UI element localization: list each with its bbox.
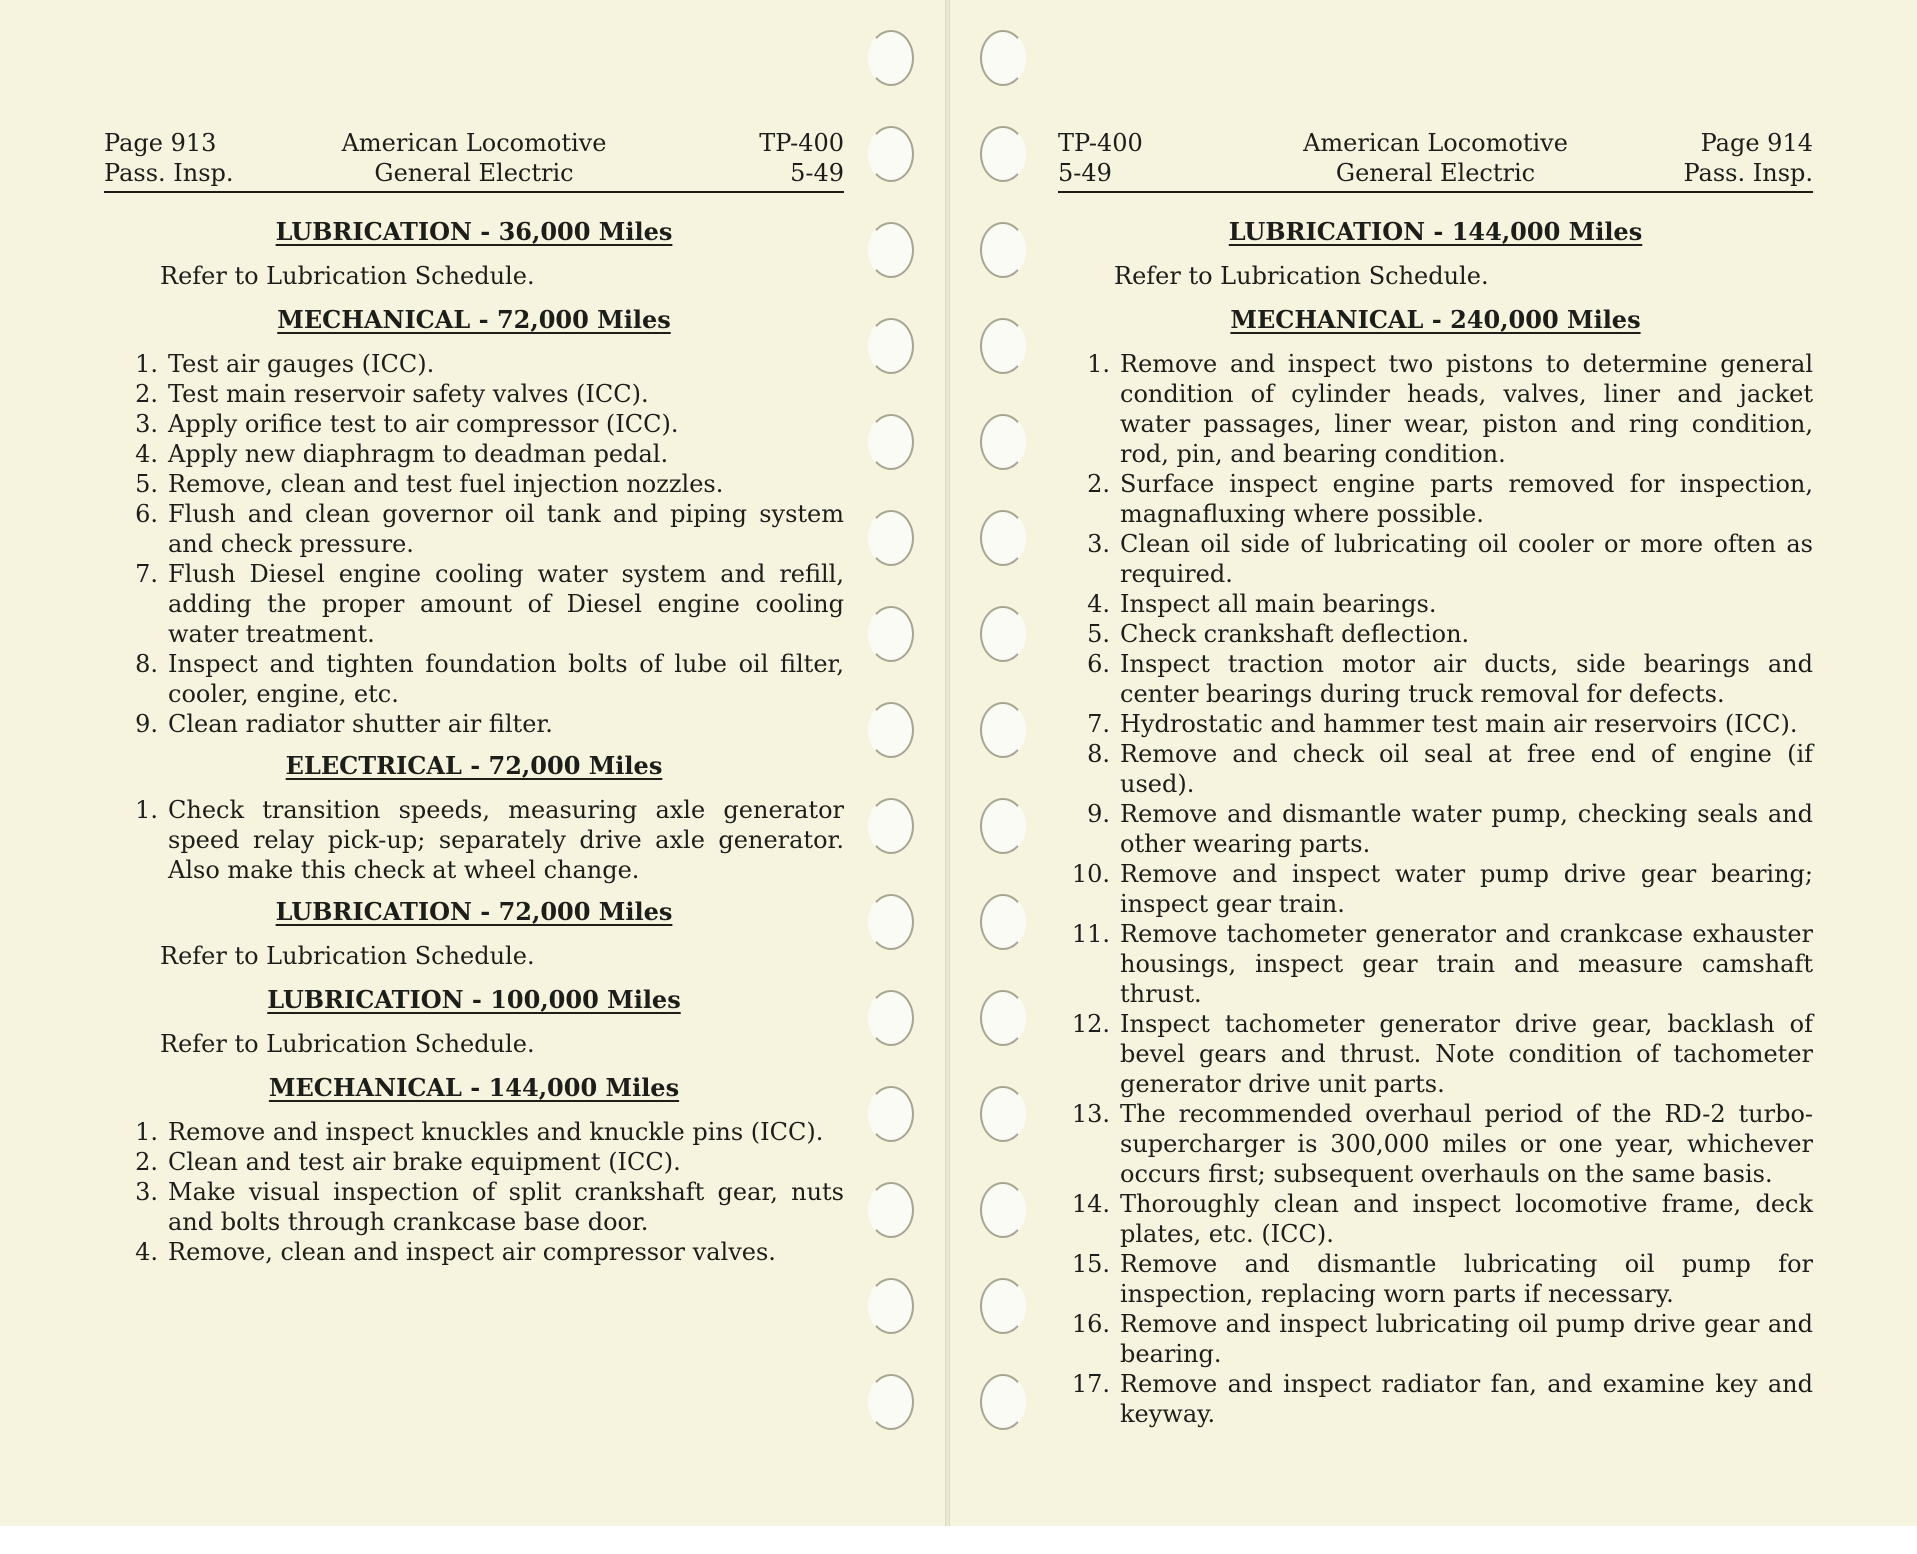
list-item: 1. Check transition speeds, measuring axle generator speed relay pick-up; separately drive axle generator. Also make this check at wheel change. <box>135 796 844 884</box>
book-gutter <box>945 0 950 1526</box>
list-item: 4. Remove, clean and inspect air compressor valves. <box>135 1238 776 1266</box>
list-item: 12. Inspect tachometer generator drive gear, backlash of bevel gears and thrust. Note condition of tachometer generator drive unit parts. <box>1071 1010 1813 1098</box>
document-date: 5-49 <box>1058 159 1112 187</box>
company-name: General Electric <box>1335 159 1536 187</box>
refer-note: Refer to Lubrication Schedule. <box>160 262 535 290</box>
binder-hole <box>868 894 914 950</box>
document-code: TP-400 <box>1058 129 1143 157</box>
page-number: Page 914 <box>1700 129 1813 157</box>
binder-hole <box>868 414 914 470</box>
list-item: 2. Clean and test air brake equipment (ICC). <box>135 1148 681 1176</box>
section-title: LUBRICATION - 36,000 Miles <box>275 217 673 246</box>
binder-hole <box>980 894 1026 950</box>
list-item: 10. Remove and inspect water pump drive gear bearing; inspect gear train. <box>1071 860 1813 918</box>
section-code: Pass. Insp. <box>1683 159 1813 187</box>
left-page-content <box>104 128 844 1279</box>
list-item: 2. Surface inspect engine parts removed for inspection, magnafluxing where possible. <box>1087 470 1813 528</box>
refer-note: Refer to Lubrication Schedule. <box>160 1030 535 1058</box>
list-item: 16. Remove and inspect lubricating oil pump drive gear and bearing. <box>1071 1310 1813 1368</box>
refer-note: Refer to Lubrication Schedule. <box>160 942 535 970</box>
binder-holes-left <box>868 30 928 1470</box>
binder-hole <box>868 1182 914 1238</box>
list-item: 6. Flush and clean governor oil tank and piping system and check pressure. <box>135 500 844 558</box>
document-date: 5-49 <box>790 159 844 187</box>
list-item: 2. Test main reservoir safety valves (ICC). <box>135 380 649 408</box>
checklist <box>104 349 844 739</box>
binder-hole <box>980 318 1026 374</box>
company-name: General Electric <box>374 159 574 187</box>
list-item: 13. The recommended overhaul period of the RD-2 turbo-supercharger is 300,000 miles or one year, whichever occurs first; subsequent overhauls on the same basis. <box>1071 1100 1813 1188</box>
refer-note: Refer to Lubrication Schedule. <box>1114 262 1489 290</box>
list-item: 7. Flush Diesel engine cooling water system and refill, adding the proper amount of Diesel engine cooling water treatment. <box>135 560 844 648</box>
section-title: MECHANICAL - 72,000 Miles <box>277 305 671 334</box>
binder-hole <box>980 1374 1026 1430</box>
section-title: LUBRICATION - 144,000 Miles <box>1228 217 1643 246</box>
section-title: MECHANICAL - 240,000 Miles <box>1230 305 1641 334</box>
list-item: 3. Apply orifice test to air compressor (ICC). <box>135 410 679 438</box>
checklist <box>1058 349 1813 1429</box>
list-item: 5. Check crankshaft deflection. <box>1087 620 1470 648</box>
binder-hole <box>980 30 1026 86</box>
binder-hole <box>980 222 1026 278</box>
section-code: Pass. Insp. <box>104 159 234 187</box>
binder-hole <box>980 990 1026 1046</box>
list-item: 9. Clean radiator shutter air filter. <box>135 710 553 738</box>
list-item: 6. Inspect traction motor air ducts, side bearings and center bearings during truck removal for defects. <box>1087 650 1813 708</box>
binder-hole <box>980 606 1026 662</box>
right-page-content <box>1058 128 1813 1441</box>
page-header <box>1058 128 1813 193</box>
section-title: LUBRICATION - 72,000 Miles <box>275 897 673 926</box>
list-item: 8. Inspect and tighten foundation bolts of lube oil filter, cooler, engine, etc. <box>135 650 844 708</box>
binder-hole <box>980 1278 1026 1334</box>
section-title: LUBRICATION - 100,000 Miles <box>267 985 681 1014</box>
list-item: 11. Remove tachometer generator and crankcase exhauster housings, inspect gear train and measure camshaft thrust. <box>1071 920 1813 1008</box>
list-item: 3. Make visual inspection of split crankshaft gear, nuts and bolts through crankcase base door. <box>135 1178 844 1236</box>
binder-hole <box>868 222 914 278</box>
binder-hole <box>868 606 914 662</box>
list-item: 7. Hydrostatic and hammer test main air reservoirs (ICC). <box>1087 710 1798 738</box>
list-item: 9. Remove and dismantle water pump, checking seals and other wearing parts. <box>1087 800 1813 858</box>
checklist <box>104 795 844 885</box>
company-name: American Locomotive <box>1303 129 1568 157</box>
list-item: 4. Apply new diaphragm to deadman pedal. <box>135 440 669 468</box>
binder-hole <box>868 1278 914 1334</box>
binder-hole <box>980 702 1026 758</box>
binder-hole <box>868 30 914 86</box>
binder-hole <box>980 126 1026 182</box>
binder-hole <box>868 510 914 566</box>
list-item: 1. Remove and inspect knuckles and knuckle pins (ICC). <box>135 1118 824 1146</box>
list-item: 4. Inspect all main bearings. <box>1087 590 1437 618</box>
list-item: 14. Thoroughly clean and inspect locomotive frame, deck plates, etc. (ICC). <box>1071 1190 1813 1248</box>
binder-hole <box>980 1182 1026 1238</box>
binder-hole <box>868 1086 914 1142</box>
binder-holes-right <box>980 30 1040 1470</box>
binder-hole <box>980 510 1026 566</box>
page-header <box>104 128 844 193</box>
binder-hole <box>868 990 914 1046</box>
binder-hole <box>980 798 1026 854</box>
company-name: American Locomotive <box>341 129 607 157</box>
list-item: 17. Remove and inspect radiator fan, and examine key and keyway. <box>1071 1370 1813 1428</box>
binder-hole <box>980 414 1026 470</box>
binder-hole <box>868 318 914 374</box>
section-title: ELECTRICAL - 72,000 Miles <box>285 751 663 780</box>
binder-hole <box>980 1086 1026 1142</box>
section-title: MECHANICAL - 144,000 Miles <box>268 1073 680 1102</box>
page-number: Page 913 <box>104 129 217 157</box>
binder-hole <box>868 1374 914 1430</box>
list-item: 3. Clean oil side of lubricating oil cooler or more often as required. <box>1087 530 1813 588</box>
list-item: 5. Remove, clean and test fuel injection nozzles. <box>135 470 724 498</box>
binder-hole <box>868 126 914 182</box>
binder-hole <box>868 798 914 854</box>
list-item: 1. Test air gauges (ICC). <box>135 350 435 378</box>
checklist <box>104 1117 844 1267</box>
document-code: TP-400 <box>759 129 844 157</box>
binder-hole <box>868 702 914 758</box>
list-item: 15. Remove and dismantle lubricating oil pump for inspection, replacing worn parts if necessary. <box>1071 1250 1813 1308</box>
list-item: 8. Remove and check oil seal at free end of engine (if used). <box>1087 740 1813 798</box>
list-item: 1. Remove and inspect two pistons to determine general condition of cylinder heads, valves, liner and jacket water passages, liner wear, piston and ring condition, rod, pin, and bearing condition. <box>1087 350 1813 468</box>
